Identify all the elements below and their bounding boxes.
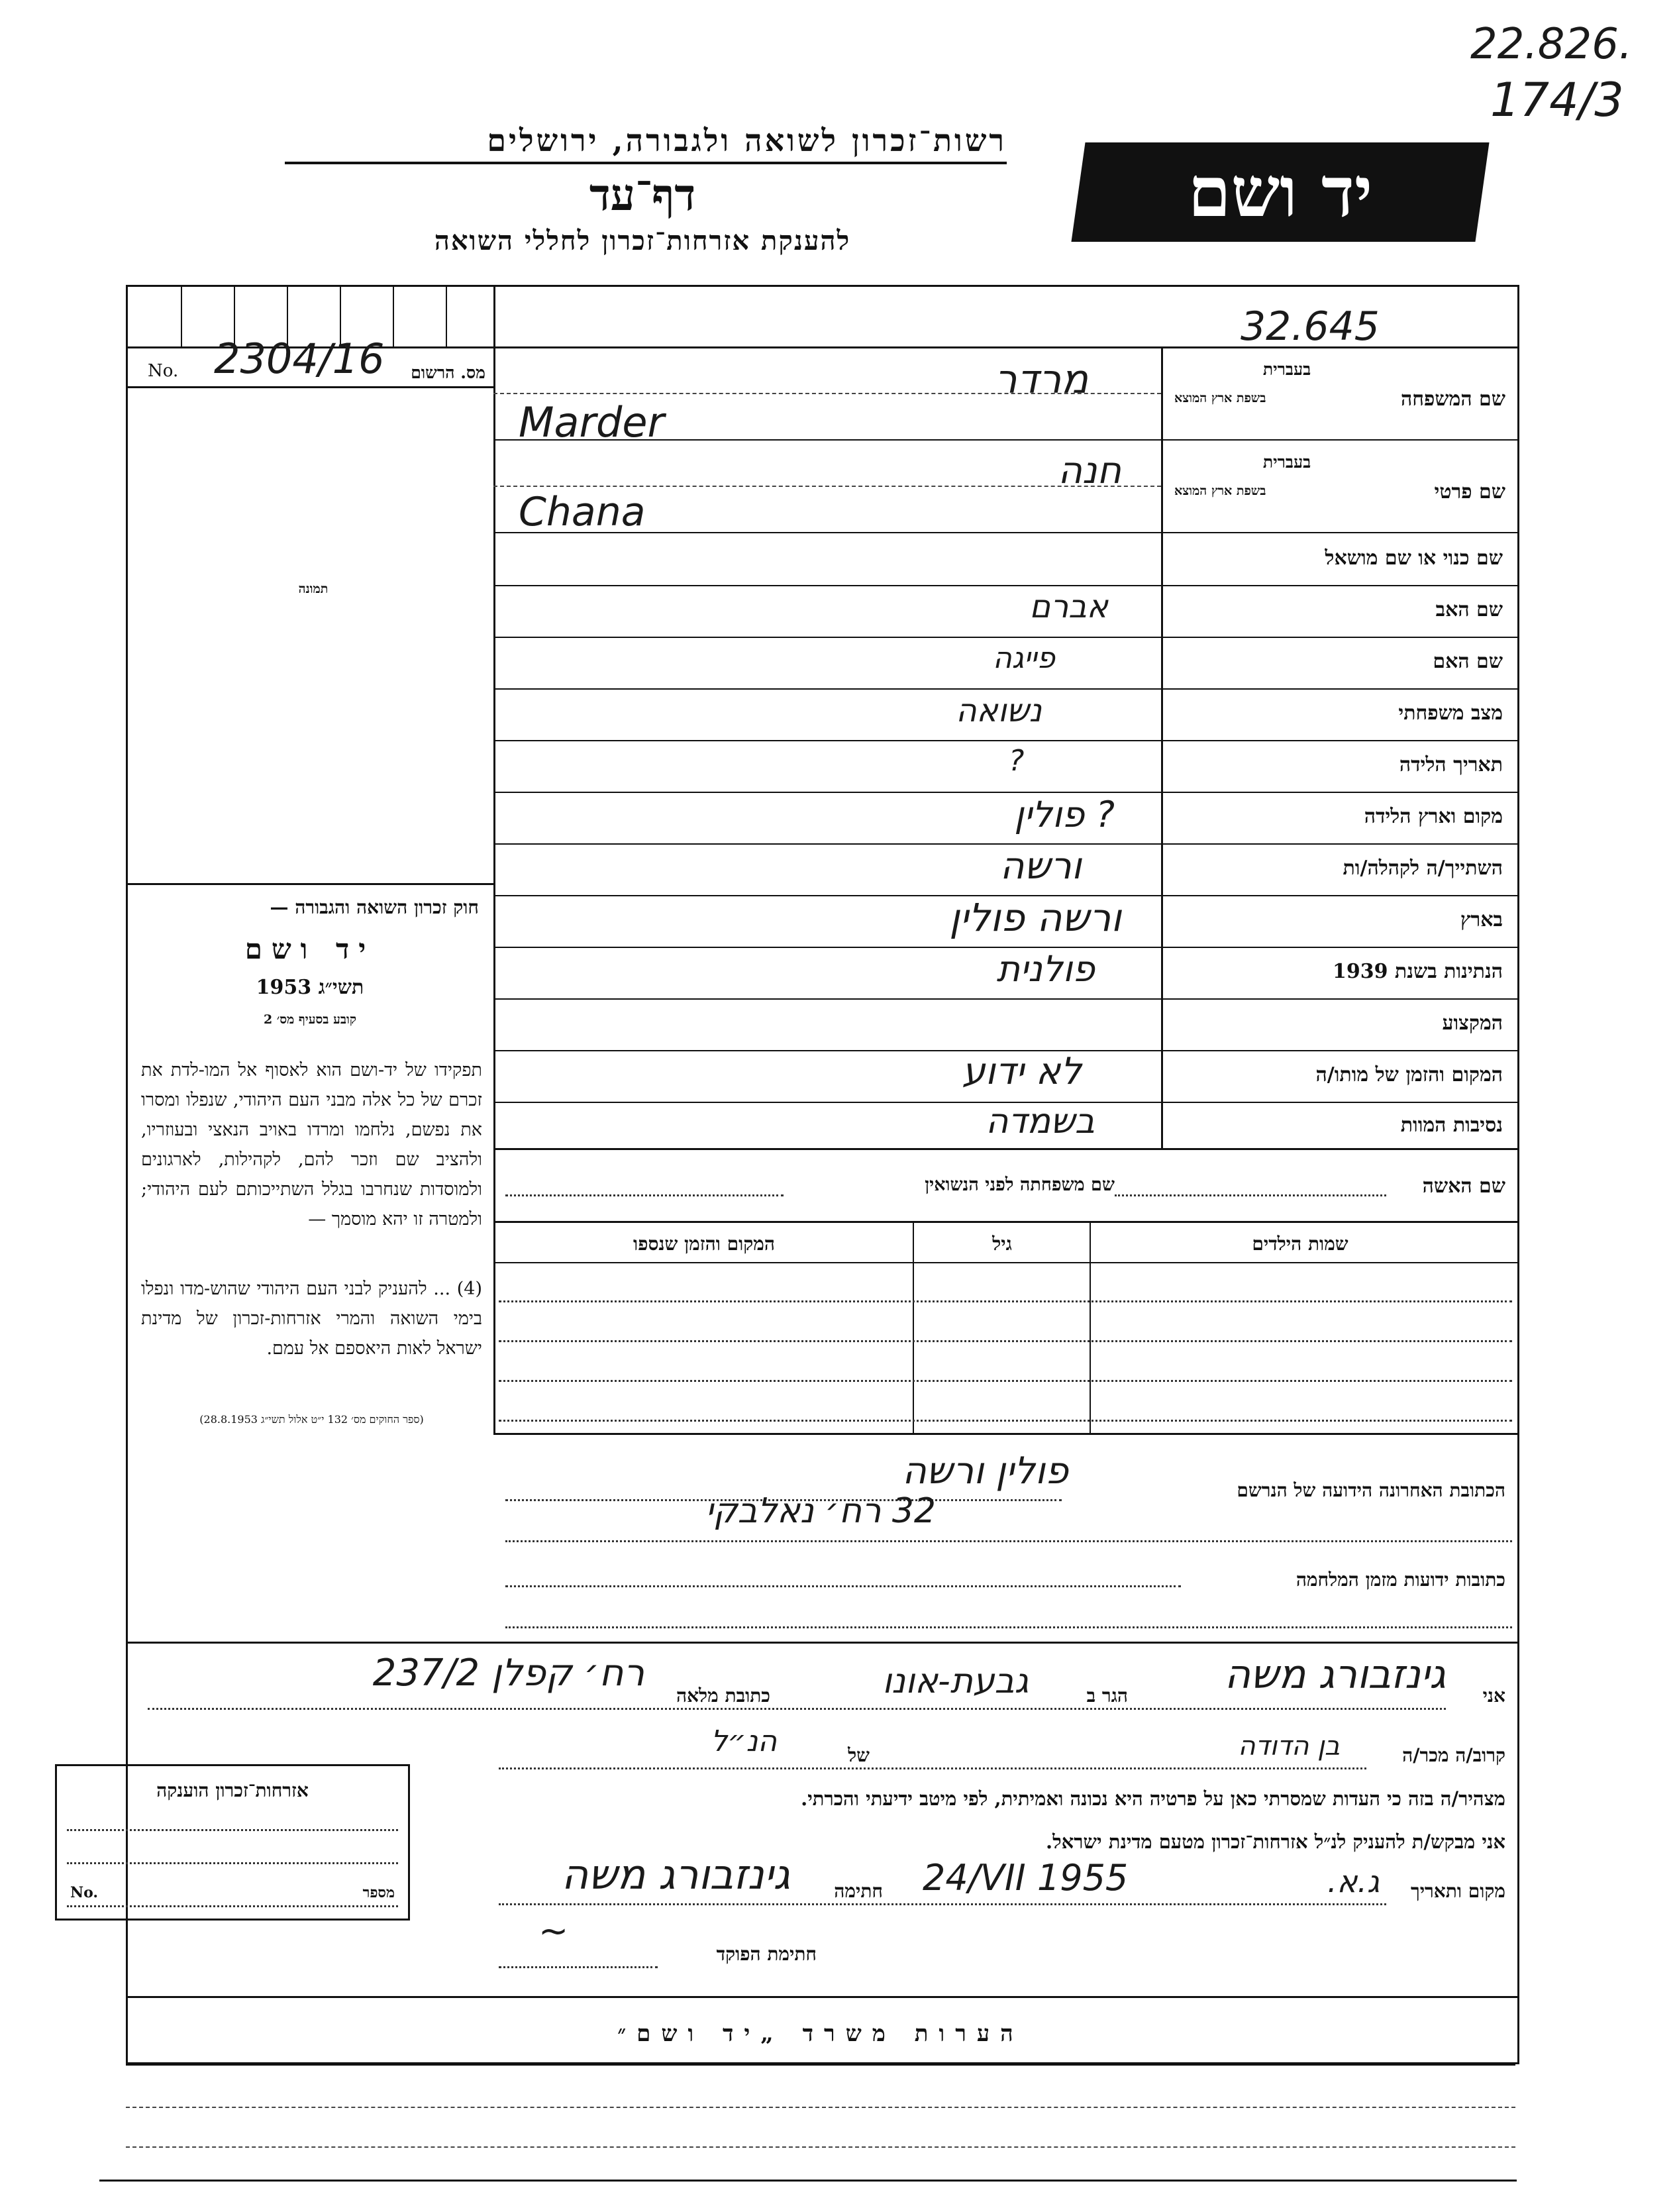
office-remarks-label: הערות משרד „יד ושם״: [617, 2021, 1024, 2047]
birthdate-label: תאריך הלידה: [1399, 753, 1503, 776]
spouse-maiden-label: שם משפחתה לפני הנשואין: [925, 1175, 1115, 1195]
form-title: דף־עד: [589, 169, 696, 221]
law-body-1: תפקידו של יד-ושם הוא לאסוף אל המו-לדת את זכרם של כל אלה מבני העם היהודי, שנפלו ומסרו את נפשם, נלחמו ומרדו באויב הנאצי ובעוזריו, ולהציב שם וזכר להם, לקהילות, לארגונים ולמוסדות שנחרבו בגלל השתייכותם לעם היהודי; ולמטרה זו יהא מוסמך —: [141, 1060, 482, 1230]
occupation-label: המקצוע: [1442, 1012, 1503, 1035]
citizenship-number-label: מספר: [362, 1884, 395, 1901]
birthplace-value: ? פולין: [1014, 794, 1115, 835]
declarant-resides-label: הגר ב: [1086, 1685, 1128, 1707]
declarant-address-value: רח׳ קפלן 237/2: [372, 1652, 644, 1695]
last-address-label: הכתובת האחרונה הידועה של הנרשם: [1237, 1479, 1505, 1501]
law-source: (ספר החוקים מס׳ 132 י״ט אלול תשי״ג 28.8.1953): [199, 1413, 424, 1426]
country-value: ורשה פולין: [949, 895, 1121, 940]
birthplace-label: מקום וארץ הלידה: [1364, 805, 1503, 828]
community-label: השתייך/ה לקהלה/ות: [1343, 857, 1503, 880]
col-children-names: שמות הילדים: [1252, 1233, 1348, 1255]
mother-label: שם האם: [1433, 650, 1503, 673]
status-label: מצב משפחתי: [1398, 702, 1503, 725]
war-address-label: כתובות ידועות מזמן המלחמה: [1296, 1569, 1505, 1591]
authority-underline: [285, 162, 1007, 164]
signature-label: חתימה: [834, 1880, 883, 1902]
label-divider: [1161, 346, 1163, 1148]
signature-value: גינזבורג משה: [561, 1850, 790, 1899]
declarant-i-label: אני: [1482, 1685, 1505, 1707]
folder-number: 174/3: [1490, 73, 1624, 127]
relative-label: קרוב/ה מכר/ה: [1402, 1744, 1505, 1766]
photo-label: תמונה: [298, 582, 329, 596]
citizenship-box: [55, 1764, 410, 1921]
community-value: ורשה: [999, 845, 1082, 888]
surname-local-value: Marder: [519, 398, 664, 447]
firstname-label: שם פרטי: [1434, 480, 1505, 503]
surname-hebrew-label: בעברית: [1262, 360, 1311, 379]
citizenship-value: פולנית: [996, 948, 1095, 990]
nickname-label: שם כנוי או שם מושאל: [1325, 547, 1503, 570]
col-children-place: המקום והזמן שנספו: [633, 1233, 775, 1255]
spouse-label: שם האשה: [1422, 1175, 1505, 1198]
date-value: 24/VII 1955: [923, 1857, 1129, 1899]
no-label: No.: [148, 361, 179, 381]
death-place-value: לא ידוע: [962, 1050, 1082, 1093]
registration-number: 2304/16: [214, 335, 385, 383]
death-circumstances-value: בשמדה: [986, 1102, 1095, 1141]
of-label: של: [848, 1744, 870, 1766]
form-subtitle: להענקת אזרחות־זכרון לחללי השואה: [434, 225, 851, 256]
citizenship-box-title: אזרחות־זכרון הוענקה: [156, 1779, 309, 1801]
place-value: ג.א.: [1327, 1864, 1380, 1899]
country-label: בארץ: [1460, 908, 1503, 931]
officer-signature-label: חתימת הפוקד: [716, 1943, 817, 1965]
citizenship-label: הנתינות בשנת 1939: [1332, 960, 1503, 983]
registration-label: מס. הרשום: [411, 363, 485, 382]
photo-box-bottom: [128, 883, 493, 885]
authority-name: רשות־זכרון לשואה ולגבורה, ירושלים: [487, 123, 1007, 158]
firstname-hebrew-value: חנה: [1058, 449, 1121, 492]
declare-text: מצהיר/ה בזה כי העדות שמסרתי כאן על פרטיה היא נכונה ואמיתית, לפי מיטב ידיעתי והכרתי.: [801, 1787, 1505, 1810]
death-place-label: המקום והזמן של מותו/ה: [1315, 1063, 1503, 1086]
top-number: 32.645: [1241, 303, 1380, 350]
declarant-name: גינזבורג משה: [1224, 1652, 1446, 1698]
law-year: תשי״ג 1953: [256, 976, 364, 999]
firstname-local-value: Chana: [519, 489, 646, 535]
father-label: שם האב: [1435, 598, 1503, 621]
declarant-address-label: כתובת מלאה: [676, 1685, 770, 1707]
firstname-hebrew-label: בעברית: [1262, 452, 1311, 472]
request-text: אני מבקש/ת להעניק לנ״ל אזרחות־זכרון מטעם מדינת ישראל.: [1046, 1830, 1505, 1853]
col-children-age: גיל: [992, 1233, 1012, 1255]
law-section: קובע בסעיף מס׳ 2: [263, 1012, 357, 1027]
surname-label: שם המשפחה: [1400, 388, 1505, 411]
file-number: 22.826.: [1470, 20, 1633, 69]
status-value: נשואה: [956, 692, 1042, 729]
of-value: הנ״ל: [711, 1724, 777, 1758]
last-address-value-2: 32 רח׳ נאלבקי: [705, 1491, 936, 1531]
surname-hebrew-value: מרדר: [994, 356, 1088, 403]
place-date-label: מקום ותאריך: [1410, 1880, 1505, 1902]
firstname-local-label: בשפת ארץ המוצא: [1174, 484, 1266, 498]
mother-value: פייגה: [992, 641, 1055, 675]
declarant-resides-value: גבעת-אונו: [882, 1661, 1029, 1701]
yad-vashem-logo: יד ושם: [1071, 142, 1489, 242]
law-title: חוק זכרון השואה והגבורה —: [270, 896, 479, 918]
birthdate-value: ?: [1009, 744, 1025, 778]
law-body-2: (4) ... להעניק לבני העם היהודי שהוש-מדו ונפלו בימי השואה והמרי אזרחות-זכרון של מדינת ישראל לאות היאספם אל עמם.: [141, 1279, 482, 1359]
surname-local-label: בשפת ארץ המוצא: [1174, 391, 1266, 405]
death-circumstances-label: נסיבות המוות: [1400, 1114, 1503, 1137]
citizenship-no-label: No.: [70, 1884, 99, 1901]
father-value: אברם: [1029, 588, 1108, 625]
relative-value: בן הדודה: [1238, 1731, 1340, 1762]
last-address-value-1: פולין ורשה: [902, 1449, 1068, 1493]
law-name: יד ושם: [244, 933, 376, 965]
testimony-form: [70, 285, 1519, 2064]
column-divider: [493, 287, 495, 1433]
officer-signature-mark: ~: [538, 1910, 569, 1952]
